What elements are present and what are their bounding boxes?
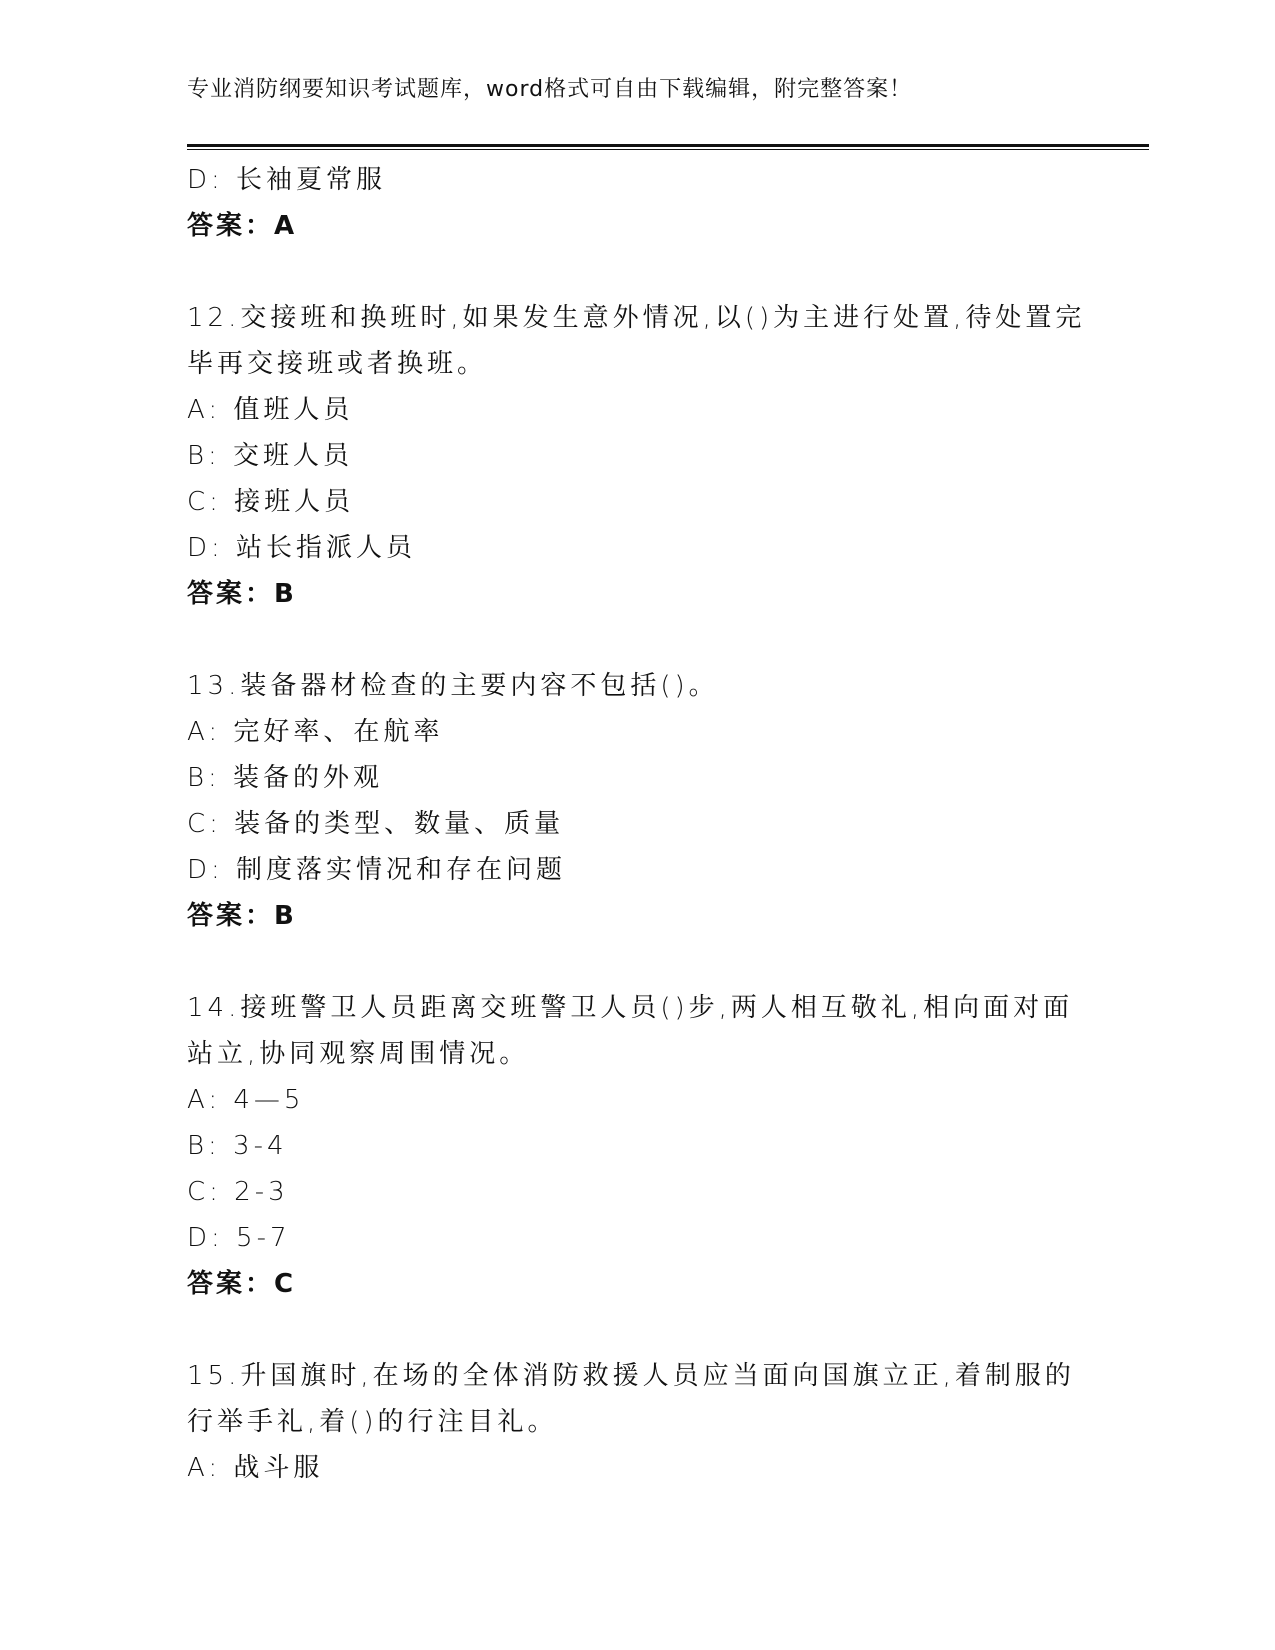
spacer <box>187 939 1087 985</box>
header-divider <box>187 144 1149 150</box>
question-15 <box>187 1353 1087 1491</box>
question-text: 15.升国旗时,在场的全体消防救援人员应当面向国旗立正,着制服的行举手礼,着()的行注目礼。 <box>187 1361 1075 1437</box>
spacer <box>187 249 1087 295</box>
option-a: A: 完好率、在航率 <box>187 717 444 747</box>
option-c: C: 2-3 <box>187 1177 289 1207</box>
answer: 答案：C <box>187 1269 297 1299</box>
option-d: D: 站长指派人员 <box>187 533 417 563</box>
question-text: 12.交接班和换班时,如果发生意外情况,以()为主进行处置,待处置完毕再交接班或者换班。 <box>187 303 1086 379</box>
option-c: C: 接班人员 <box>187 487 355 517</box>
spacer <box>187 1307 1087 1353</box>
option-b: B: 装备的外观 <box>187 763 384 793</box>
option-b: B: 3-4 <box>187 1131 288 1161</box>
question-13 <box>187 663 1087 939</box>
document-body <box>187 157 1087 1491</box>
page-header: 专业消防纲要知识考试题库，word格式可自由下载编辑，附完整答案！ <box>187 77 913 102</box>
option-d: D: 制度落实情况和存在问题 <box>187 855 567 885</box>
answer: 答案：B <box>187 901 297 931</box>
option-b: B: 交班人员 <box>187 441 354 471</box>
option-a: A: 战斗服 <box>187 1453 324 1483</box>
option-a: A: 值班人员 <box>187 395 354 425</box>
answer: 答案：A <box>187 211 298 241</box>
question-12 <box>187 295 1087 617</box>
spacer <box>187 617 1087 663</box>
option-c: C: 装备的类型、数量、质量 <box>187 809 565 839</box>
question-14 <box>187 985 1087 1307</box>
option-d: D: 长袖夏常服 <box>187 165 387 195</box>
question-text: 13.装备器材检查的主要内容不包括()。 <box>187 671 719 701</box>
option-d: D: 5-7 <box>187 1223 291 1253</box>
question-text: 14.接班警卫人员距离交班警卫人员()步,两人相互敬礼,相向面对面站立,协同观察周围情况。 <box>187 993 1074 1069</box>
option-a: A: 4—5 <box>187 1085 305 1115</box>
answer: 答案：B <box>187 579 297 609</box>
